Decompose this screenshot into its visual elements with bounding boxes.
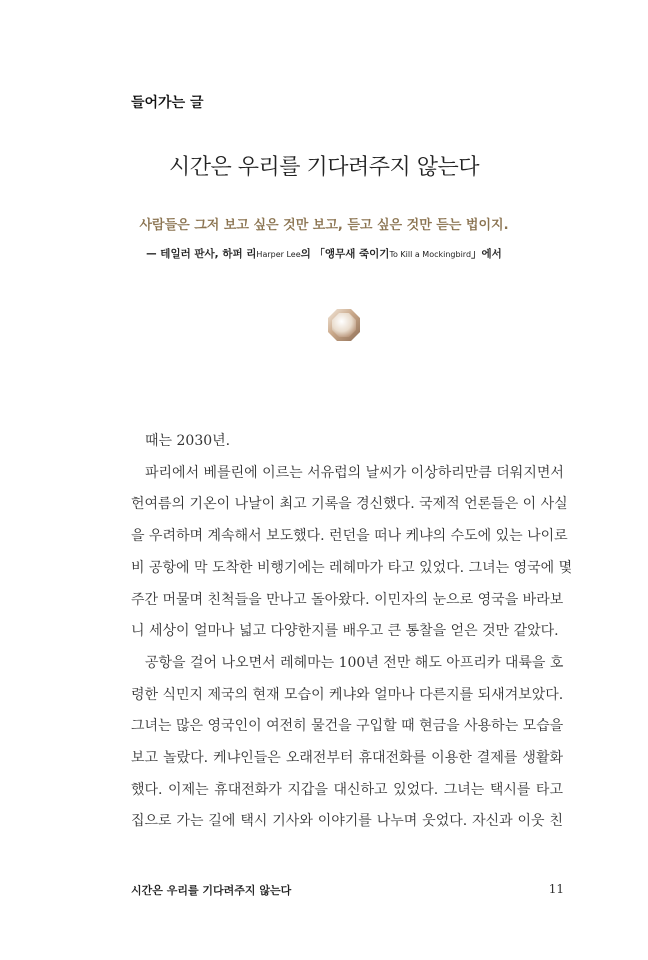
body-line: 을 우려하며 계속해서 보도했다. 런던을 떠나 케냐의 수도에 있는 나이로: [131, 528, 568, 545]
body-line: 헌여름의 기온이 나날이 최고 기록을 경신했다. 국제적 언론들은 이 사실: [131, 496, 568, 513]
body-text: [131, 426, 573, 838]
chapter-title: 시간은 우리를 기다려주지 않는다: [168, 155, 479, 180]
epigraph-source: [0, 246, 648, 261]
section-label: 들어가는 글: [131, 95, 204, 111]
running-footer-title: 시간은 우리를 기다려주지 않는다: [131, 884, 292, 897]
page-number: 11: [548, 882, 564, 896]
epigraph-title-en: To Kill a Mockingbird: [389, 250, 472, 259]
body-line: 때는 2030년.: [145, 433, 231, 449]
body-line: 령한 식민지 제국의 현재 모습이 케냐와 얼마나 다른지를 되새겨보았다.: [131, 686, 564, 703]
body-line: 했다. 이제는 휴대전화가 지갑을 대신하고 있었다. 그녀는 택시를 타고: [131, 781, 563, 798]
octagon-ornament-icon: [327, 308, 361, 342]
epigraph-source-prefix: — 테일러 판사, 하퍼 리: [146, 248, 257, 260]
epigraph-author-en: Harper Lee: [256, 250, 301, 259]
body-line: 공항을 걸어 나오면서 레헤마는 100년 전만 해도 아프리카 대륙을 호: [145, 654, 564, 671]
body-line: 보고 놀랐다. 케냐인들은 오래전부터 휴대전화를 이용한 결제를 생활화: [131, 750, 563, 767]
body-line: 니 세상이 얼마나 넓고 다양한지를 배우고 큰 통찰을 얻은 것만 같았다.: [131, 623, 559, 640]
epigraph-quote: 사람들은 그저 보고 싶은 것만 보고, 듣고 싶은 것만 듣는 법이지.: [139, 218, 509, 233]
epigraph-source-suffix: 」에서: [471, 248, 502, 260]
epigraph-source-mid: 의 「앵무새 죽이기: [300, 248, 390, 260]
body-line: 그녀는 많은 영국인이 여전히 물건을 구입할 때 현금을 사용하는 모습을: [131, 718, 564, 735]
body-line: 파리에서 베를린에 이르는 서유럽의 날씨가 이상하리만큼 더워지면서: [145, 464, 564, 481]
body-line: 비 공항에 막 도착한 비행기에는 레헤마가 타고 있었다. 그녀는 영국에 몇: [131, 559, 573, 576]
body-line: 집으로 가는 길에 택시 기사와 이야기를 나누며 웃었다. 자신과 이웃 친: [131, 813, 563, 830]
body-line: 주간 머물며 친척들을 만나고 돌아왔다. 이민자의 눈으로 영국을 바라보: [131, 591, 564, 608]
